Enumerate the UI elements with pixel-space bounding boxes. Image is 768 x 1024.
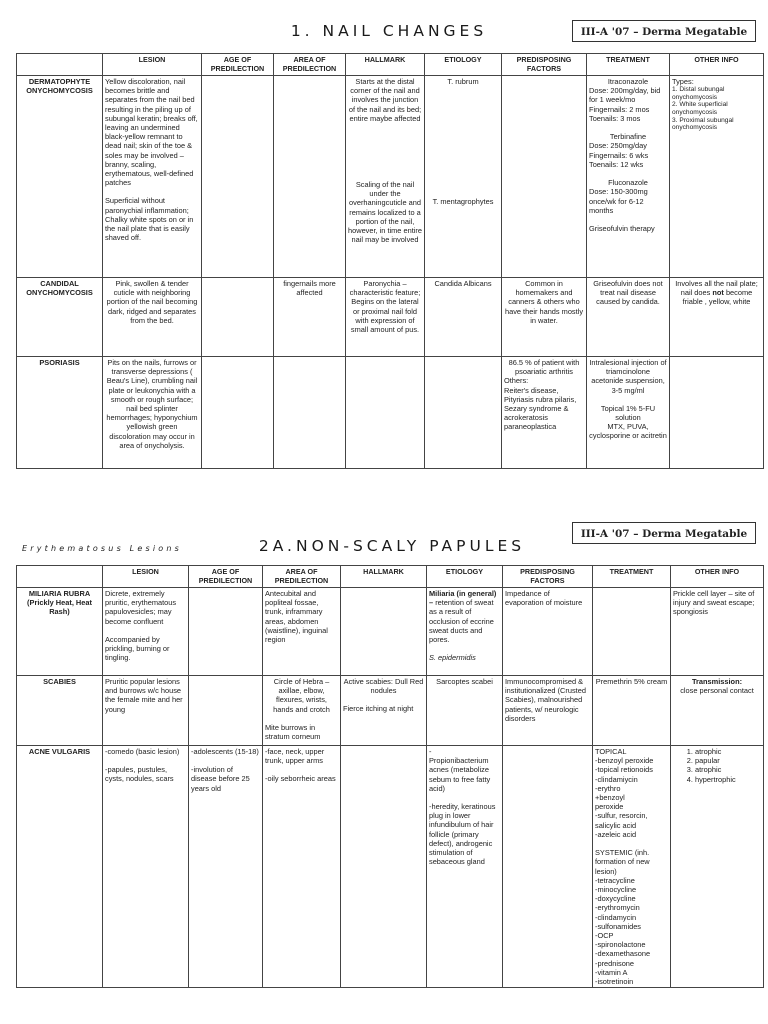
cell-text: -face, neck, upper trunk, upper arms [265, 747, 325, 766]
hallmark-cell [341, 676, 427, 746]
age-cell [189, 588, 263, 676]
list-item: 1. atrophic [695, 747, 761, 756]
nail-changes-table [16, 53, 764, 469]
cell-text: Fingernails: 6 wks [589, 150, 649, 160]
age-cell [189, 676, 263, 746]
area-cell [274, 76, 346, 278]
age-cell [202, 76, 274, 278]
cell-text: Itraconazole [607, 77, 649, 86]
cell-text: -papules, pustules, cysts, nodules, scars [105, 765, 174, 784]
cell-text: 1. Distal subungal onychomycosis [672, 86, 725, 101]
treatment-line: -erythro [595, 783, 621, 793]
predisposing-cell: Impedance of evaporation of moisture [503, 588, 593, 676]
cell-text: Accompanied by prickling, burning or tingling. [105, 634, 170, 663]
predisposing-cell [503, 746, 593, 988]
treatment-line: SYSTEMIC (inh. [595, 848, 650, 858]
list-item: 2. papular [695, 756, 761, 765]
other-info-cell [670, 278, 764, 357]
cell-text: MTX, PUVA, cyclosporine or acitretin [589, 422, 667, 441]
age-cell [202, 278, 274, 357]
hallmark-cell [341, 746, 427, 988]
cell-text: Active scabies: Dull Red nodules [343, 677, 424, 696]
treatment-line: -dexamethasone [595, 949, 651, 959]
cell-text: -oily seborrheic areas [265, 774, 336, 784]
predisposing-cell: Common in homemakers and canners & others who have their hands mostly in water. [502, 278, 587, 357]
col-header-lesion: LESION [103, 566, 189, 588]
non-scaly-papules-table [16, 565, 764, 988]
header-badge: III-A '07 – Derma Megatable [572, 522, 756, 544]
lesion-cell: Pits on the nails, furrows or transverse depressions ( Beau's Line), crumbling nail plate or leukonychia with a smooth or rough surface; nail bed splinter hemorrhages; hyponychium yellowish green discoloration may occur in area of onycholysis. [103, 357, 202, 469]
cell-text: -comedo (basic lesion) [105, 747, 180, 756]
col-header-lesion: LESION [103, 54, 202, 76]
other-info-cell [670, 357, 764, 469]
cell-text-bold: Transmission: [691, 677, 743, 686]
cell-text: become friable , yellow, white [682, 288, 753, 307]
cell-text: Starts at the distal corner of the nail and involves the junction of the nail and its bed; entire maybe affected [348, 77, 422, 123]
col-header-area: AREA OF PREDILECTION [274, 54, 346, 76]
treatment-cell [587, 76, 670, 278]
cell-text: Scaling of the nail under the overhaningcuticle and remains localized to a portion of the nail, however, in time entire nail may be involved [348, 180, 422, 245]
cell-text: Reiter's disease, Pityriasis rubra pilaris, Sezary syndrome & acrokeratosis paraneoplastica [504, 385, 577, 432]
table-header-row [17, 566, 764, 588]
section-subtitle: Erythematosus Lesions [22, 544, 182, 553]
cell-text: -adolescents (15-18) [191, 747, 259, 756]
etiology-cell [427, 746, 503, 988]
row-label: MILIARIA RUBRA (Prickly Heat, Heat Rash) [17, 588, 103, 676]
other-info-cell [671, 746, 764, 988]
treatment-line: -minocycline [595, 885, 637, 895]
age-cell [202, 357, 274, 469]
treatment-line: -doxycycline [595, 894, 636, 904]
cell-text: Types: [672, 77, 694, 86]
cell-text: Dose: 250mg/day [589, 141, 647, 151]
cell-text: Yellow discoloration, nail becomes brittle and separates from the nail bed resulting in the piling up of subungal keratin; breaks off, leaving an undermined black-yellow remnant to dead nail; skin of the toe & soles may be involved – branny, scaling, erythematous, well-defined patches [105, 77, 198, 188]
treatment-cell: Griseofulvin does not treat nail disease caused by candida. [587, 278, 670, 357]
col-header-blank [17, 54, 103, 76]
lesion-cell: Pruritic popular lesions and burrows w/c house the female mite and her young [103, 676, 189, 746]
cell-text: Involves all the nail plate; nail does [675, 279, 758, 298]
cell-text: Others: [504, 376, 529, 386]
predisposing-cell [502, 76, 587, 278]
col-header-age: AGE OF PREDILECTION [202, 54, 274, 76]
col-header-predisposing: PREDISPOSING FACTORS [503, 566, 593, 588]
etiology-cell [425, 76, 502, 278]
col-header-age: AGE OF PREDILECTION [189, 566, 263, 588]
treatment-cell [593, 588, 671, 676]
cell-text: Griseofulvin therapy [589, 224, 655, 234]
cell-text-bold: not [712, 288, 724, 298]
row-label: PSORIASIS [17, 357, 103, 469]
col-header-other: OTHER INFO [671, 566, 764, 588]
hallmark-cell [341, 588, 427, 676]
cell-text: T. mentagrophytes [432, 197, 494, 207]
cell-text: Toenails: 12 wks [589, 159, 644, 169]
treatment-line: -clindamiycin [595, 774, 638, 784]
cell-text: 2. White superficial onychomycosis [672, 101, 728, 116]
treatment-line [595, 839, 668, 848]
row-label: SCABIES [17, 676, 103, 746]
area-cell [274, 357, 346, 469]
treatment-line: -azeleic acid [595, 829, 637, 839]
cell-text: - [429, 747, 432, 756]
cell-text: T. rubrum [447, 77, 479, 86]
treatment-line: -OCP [595, 931, 614, 941]
treatment-line: peroxide [595, 802, 624, 812]
cell-text: Mite burrows in stratum corneum [265, 722, 321, 742]
etiology-cell [427, 588, 503, 676]
age-cell [189, 746, 263, 988]
col-header-area: AREA OF PREDILECTION [263, 566, 341, 588]
cell-text: Superficial without paronychial inflammation; Chalky white spots on or in the nail plate that is easily shaved off. [105, 196, 194, 243]
cell-text: Dose: 150-300mg once/wk for 6-12 months [589, 187, 648, 215]
section-title: 1. NAIL CHANGES [290, 22, 488, 40]
treatment-line: -vitamin A [595, 967, 628, 977]
cell-text: 3. Proximal subungal onychomycosis [672, 116, 734, 132]
row-label: DERMATOPHYTE ONYCHOMYCOSIS [17, 76, 103, 278]
treatment-cell [593, 746, 671, 988]
treatment-line: -sulfonamides [595, 921, 642, 931]
treatment-cell: Premethrin 5% cream [593, 676, 671, 746]
other-info-cell [670, 76, 764, 278]
cell-text: Topical 1% 5-FU solution [600, 403, 656, 423]
area-cell [263, 746, 341, 988]
hallmark-cell: Paronychia – characteristic feature; Begins on the lateral or proximal nail fold with expression of small amount of pus. [346, 278, 425, 357]
predisposing-cell: Immunocompromised & institutionalized (Crusted Scabies), malnourished patients, w/ neurologic disorders [503, 676, 593, 746]
lesion-cell [103, 588, 189, 676]
cell-text: Intralesional injection of triamcinolone acetonide suspension, 3-5 mg/ml [589, 358, 667, 395]
cell-text-italic: S. epidermidis [429, 653, 476, 663]
treatment-line: lesion) [595, 866, 617, 876]
cell-text: Circle of Hebra – axillae, elbow, flexures, wrists, hands and crotch [273, 677, 330, 714]
row-label: ACNE VULGARIS [17, 746, 103, 988]
section-title: 2A.NON-SCALY PAPULES [258, 537, 526, 555]
cell-text: Fingernails: 2 mos [589, 104, 650, 114]
etiology-cell: Candida Albicans [425, 278, 502, 357]
hallmark-cell [346, 76, 425, 278]
treatment-line: TOPICAL [595, 747, 627, 756]
treatment-line: formation of new [595, 857, 650, 867]
treatment-cell [587, 357, 670, 469]
col-header-blank [17, 566, 103, 588]
hallmark-cell [346, 357, 425, 469]
cell-text: Toenails: 3 mos [589, 113, 641, 123]
cell-text: Dose: 200mg/day, bid for 1 week/mo [589, 86, 661, 105]
row-label: CANDIDAL ONYCHOMYCOSIS [17, 278, 103, 357]
cell-text-bold: Miliaria (in general) – [429, 589, 497, 608]
col-header-hallmark: HALLMARK [341, 566, 427, 588]
cell-text: Terbinafine [609, 132, 647, 142]
cell-text: Dicrete, extremely pruritic, erythematous papulovesicles; may become confluent [105, 589, 177, 626]
cell-text: 86.5 % of patient with psoariatic arthritis [508, 358, 580, 377]
col-header-predisposing: PREDISPOSING FACTORS [502, 54, 587, 76]
table-row [17, 746, 764, 988]
treatment-line: -erythromycin [595, 903, 640, 913]
list-item: 4. hypertrophic [695, 775, 761, 784]
cell-text: -involution of disease before 25 years old [191, 765, 250, 793]
table-row [17, 278, 764, 357]
table-row [17, 76, 764, 278]
scar-types-list [673, 747, 761, 784]
area-cell: fingernails more affected [274, 278, 346, 357]
treatment-line: -spironolactone [595, 940, 646, 950]
treatment-line: -sulfur, resorcin, [595, 811, 648, 821]
table-row [17, 676, 764, 746]
col-header-other: OTHER INFO [670, 54, 764, 76]
treatment-line: salicylic acid [595, 820, 637, 830]
col-header-hallmark: HALLMARK [346, 54, 425, 76]
col-header-etiology: ETIOLOGY [425, 54, 502, 76]
table-header-row [17, 54, 764, 76]
col-header-treatment: TREATMENT [593, 566, 671, 588]
header-badge: III-A '07 – Derma Megatable [572, 20, 756, 42]
predisposing-cell [502, 357, 587, 469]
table-row [17, 588, 764, 676]
treatment-line: -topical retionoids [595, 765, 653, 775]
other-info-cell: Prickle cell layer – site of injury and sweat escape; spongiosis [671, 588, 764, 676]
table-row [17, 357, 764, 469]
area-cell: Antecubital and popliteal fossae, trunk, inframmary areas, abdomen (waistline), inguinal region [263, 588, 341, 676]
cell-text: Propionibacterium acnes (metabolize sebum to free fatty acid) [429, 756, 491, 793]
lesion-cell [103, 76, 202, 278]
etiology-cell: Sarcoptes scabei [427, 676, 503, 746]
treatment-line: +benzoyl [595, 793, 625, 803]
col-header-treatment: TREATMENT [587, 54, 670, 76]
treatment-line: -isotretinoin [595, 977, 634, 987]
treatment-line: -prednisone [595, 958, 635, 968]
treatment-line: -benzoyl peroxide [595, 756, 654, 766]
etiology-cell [425, 357, 502, 469]
area-cell [263, 676, 341, 746]
other-info-cell [671, 676, 764, 746]
lesion-cell: Pink, swollen & tender cuticle with neighboring portion of the nail becoming dark, ridged and separates from the bed. [103, 278, 202, 357]
cell-text: close personal contact [680, 686, 754, 696]
treatment-line: -tetracycline [595, 875, 635, 885]
cell-text: Fierce itching at night [343, 704, 414, 714]
treatment-line: -clindamycin [595, 912, 637, 922]
list-item: 3. atrophic [695, 765, 761, 774]
cell-text: retention of sweat as a result of occlusion of eccrine sweat ducts and pores. [429, 598, 494, 645]
cell-text: Fluconazole [608, 178, 648, 188]
col-header-etiology: ETIOLOGY [427, 566, 503, 588]
lesion-cell [103, 746, 189, 988]
cell-text: -heredity, keratinous plug in lower infundibulum of hair follicle (primary defect), androgenic stimulation of sebaceous gland [429, 802, 496, 867]
